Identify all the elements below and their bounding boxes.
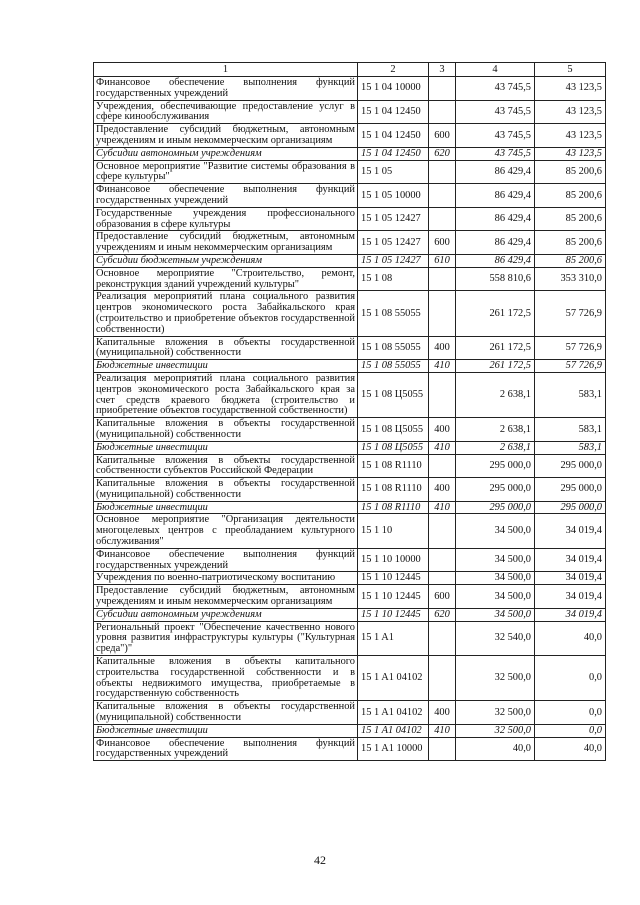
- column-header-4: 4: [456, 63, 535, 77]
- row-expense-type-cell: [429, 514, 456, 548]
- row-expense-type-cell: [429, 207, 456, 231]
- row-actual-value-cell: 34 019,4: [535, 548, 606, 572]
- table-row: [94, 585, 606, 609]
- row-name-cell: Капитальные вложения в объекты государственной (муниципальной) собственности: [94, 336, 358, 360]
- row-actual-value-cell: 295 000,0: [535, 478, 606, 502]
- table-row: [94, 147, 606, 160]
- row-expense-type-cell: 400: [429, 701, 456, 725]
- row-plan-value-cell: 295 000,0: [456, 478, 535, 502]
- row-name-cell: Субсидии бюджетным учреждениям: [94, 254, 358, 267]
- table-row: [94, 478, 606, 502]
- row-name-cell: Финансовое обеспечение выполнения функций государственных учреждений: [94, 184, 358, 208]
- row-name-cell: Предоставление субсидий бюджетным, автономным учреждениям и иным некоммерческим организациям: [94, 124, 358, 148]
- row-code-cell: 15 1 A1 04102: [358, 724, 429, 737]
- row-name-cell: Капитальные вложения в объекты государственной (муниципальной) собственности: [94, 418, 358, 442]
- row-code-cell: 15 1 10 12445: [358, 608, 429, 621]
- table-row: [94, 608, 606, 621]
- row-plan-value-cell: 86 429,4: [456, 231, 535, 255]
- row-actual-value-cell: 43 123,5: [535, 100, 606, 124]
- row-plan-value-cell: 86 429,4: [456, 160, 535, 184]
- row-name-cell: Финансовое обеспечение выполнения функций государственных учреждений: [94, 77, 358, 101]
- table-body: [94, 77, 606, 761]
- page-number: 42: [314, 853, 326, 867]
- row-expense-type-cell: 620: [429, 608, 456, 621]
- row-name-cell: Предоставление субсидий бюджетным, автономным учреждениям и иным некоммерческим организациям: [94, 231, 358, 255]
- table-row: [94, 418, 606, 442]
- row-code-cell: 15 1 05 10000: [358, 184, 429, 208]
- row-actual-value-cell: 43 123,5: [535, 124, 606, 148]
- row-expense-type-cell: [429, 656, 456, 701]
- row-plan-value-cell: 34 500,0: [456, 572, 535, 585]
- row-plan-value-cell: 43 745,5: [456, 100, 535, 124]
- row-expense-type-cell: 620: [429, 147, 456, 160]
- row-plan-value-cell: 2 638,1: [456, 372, 535, 417]
- row-name-cell: Капитальные вложения в объекты государственной (муниципальной) собственности: [94, 701, 358, 725]
- row-code-cell: 15 1 08: [358, 267, 429, 291]
- row-name-cell: Учреждения по военно-патриотическому воспитанию: [94, 572, 358, 585]
- row-name-cell: Государственные учреждения профессионального образования в сфере культуры: [94, 207, 358, 231]
- row-name-cell: Основное мероприятие "Строительство, ремонт, реконструкция зданий учреждений культуры": [94, 267, 358, 291]
- row-name-cell: Капитальные вложения в объекты государственной собственности субъектов Российской Федерации: [94, 454, 358, 478]
- row-name-cell: Региональный проект "Обеспечение качественно нового уровня развития инфраструктуры культуры ("Культурная среда")": [94, 621, 358, 655]
- row-code-cell: 15 1 A1: [358, 621, 429, 655]
- row-plan-value-cell: 32 500,0: [456, 701, 535, 725]
- row-actual-value-cell: 295 000,0: [535, 501, 606, 514]
- row-code-cell: 15 1 08 55055: [358, 360, 429, 373]
- row-name-cell: Бюджетные инвестиции: [94, 360, 358, 373]
- row-code-cell: 15 1 04 12450: [358, 147, 429, 160]
- table-row: [94, 501, 606, 514]
- row-name-cell: Предоставление субсидий бюджетным, автономным учреждениям и иным некоммерческим организациям: [94, 585, 358, 609]
- row-plan-value-cell: 261 172,5: [456, 360, 535, 373]
- row-actual-value-cell: 583,1: [535, 441, 606, 454]
- row-plan-value-cell: 34 500,0: [456, 608, 535, 621]
- budget-table-sheet: [93, 62, 605, 761]
- row-actual-value-cell: 34 019,4: [535, 514, 606, 548]
- row-plan-value-cell: 34 500,0: [456, 514, 535, 548]
- row-name-cell: Бюджетные инвестиции: [94, 501, 358, 514]
- row-plan-value-cell: 32 500,0: [456, 656, 535, 701]
- table-row: [94, 514, 606, 548]
- row-plan-value-cell: 86 429,4: [456, 254, 535, 267]
- row-code-cell: 15 1 08 Ц5055: [358, 418, 429, 442]
- table-row: [94, 441, 606, 454]
- row-code-cell: 15 1 05 12427: [358, 231, 429, 255]
- table-row: [94, 737, 606, 761]
- column-header-1: 1: [94, 63, 358, 77]
- row-expense-type-cell: 610: [429, 254, 456, 267]
- row-expense-type-cell: [429, 291, 456, 336]
- row-expense-type-cell: 410: [429, 724, 456, 737]
- row-actual-value-cell: 43 123,5: [535, 77, 606, 101]
- row-actual-value-cell: 34 019,4: [535, 608, 606, 621]
- row-name-cell: Учреждения, обеспечивающие предоставление услуг в сфере кинообслуживания: [94, 100, 358, 124]
- row-name-cell: Реализация мероприятий плана социального развития центров экономического роста Забайкальского края за счет средств краевого бюджета (строительство и приобретение объектов государственной собственности): [94, 372, 358, 417]
- row-plan-value-cell: 2 638,1: [456, 418, 535, 442]
- row-expense-type-cell: [429, 100, 456, 124]
- row-code-cell: 15 1 08 Ц5055: [358, 372, 429, 417]
- row-code-cell: 15 1 08 R1110: [358, 454, 429, 478]
- column-header-2: 2: [358, 63, 429, 77]
- table-row: [94, 701, 606, 725]
- row-actual-value-cell: 85 200,6: [535, 207, 606, 231]
- row-actual-value-cell: 295 000,0: [535, 454, 606, 478]
- row-expense-type-cell: [429, 621, 456, 655]
- row-expense-type-cell: [429, 737, 456, 761]
- row-plan-value-cell: 86 429,4: [456, 207, 535, 231]
- row-name-cell: Финансовое обеспечение выполнения функций государственных учреждений: [94, 548, 358, 572]
- row-code-cell: 15 1 10: [358, 514, 429, 548]
- column-header-5: 5: [535, 63, 606, 77]
- row-plan-value-cell: 34 500,0: [456, 548, 535, 572]
- row-name-cell: Капитальные вложения в объекты капитального строительства государственной собственности и в объекты недвижимого имущества, приобретаемые в государственную собственность: [94, 656, 358, 701]
- budget-table: [93, 62, 606, 761]
- row-name-cell: Основное мероприятие "Развитие системы образования в сфере культуры": [94, 160, 358, 184]
- row-actual-value-cell: 57 726,9: [535, 336, 606, 360]
- row-plan-value-cell: 86 429,4: [456, 184, 535, 208]
- row-actual-value-cell: 0,0: [535, 656, 606, 701]
- row-actual-value-cell: 85 200,6: [535, 184, 606, 208]
- row-name-cell: Бюджетные инвестиции: [94, 441, 358, 454]
- row-name-cell: Основное мероприятие "Организация деятельности многоцелевых центров с преобладанием культурного обслуживания": [94, 514, 358, 548]
- row-code-cell: 15 1 A1 04102: [358, 656, 429, 701]
- row-expense-type-cell: 600: [429, 124, 456, 148]
- row-expense-type-cell: [429, 372, 456, 417]
- table-row: [94, 124, 606, 148]
- row-code-cell: 15 1 08 55055: [358, 336, 429, 360]
- row-expense-type-cell: [429, 267, 456, 291]
- row-expense-type-cell: 600: [429, 231, 456, 255]
- row-expense-type-cell: 410: [429, 441, 456, 454]
- row-actual-value-cell: 0,0: [535, 701, 606, 725]
- table-row: [94, 360, 606, 373]
- row-plan-value-cell: 261 172,5: [456, 336, 535, 360]
- row-plan-value-cell: 43 745,5: [456, 124, 535, 148]
- row-plan-value-cell: 261 172,5: [456, 291, 535, 336]
- column-header-3: 3: [429, 63, 456, 77]
- row-actual-value-cell: 34 019,4: [535, 572, 606, 585]
- row-code-cell: 15 1 10 12445: [358, 585, 429, 609]
- row-plan-value-cell: 40,0: [456, 737, 535, 761]
- row-code-cell: 15 1 08 Ц5055: [358, 441, 429, 454]
- row-expense-type-cell: [429, 77, 456, 101]
- row-name-cell: Капитальные вложения в объекты государственной (муниципальной) собственности: [94, 478, 358, 502]
- row-name-cell: Субсидии автономным учреждениям: [94, 608, 358, 621]
- row-code-cell: 15 1 05 12427: [358, 254, 429, 267]
- row-expense-type-cell: 400: [429, 336, 456, 360]
- table-row: [94, 207, 606, 231]
- table-row: [94, 267, 606, 291]
- row-actual-value-cell: 583,1: [535, 372, 606, 417]
- row-code-cell: 15 1 08 55055: [358, 291, 429, 336]
- row-code-cell: 15 1 04 12450: [358, 100, 429, 124]
- row-plan-value-cell: 558 810,6: [456, 267, 535, 291]
- table-row: [94, 548, 606, 572]
- table-row: [94, 454, 606, 478]
- row-actual-value-cell: 583,1: [535, 418, 606, 442]
- row-code-cell: 15 1 08 R1110: [358, 478, 429, 502]
- row-plan-value-cell: 32 500,0: [456, 724, 535, 737]
- row-name-cell: Субсидии автономным учреждениям: [94, 147, 358, 160]
- row-code-cell: 15 1 A1 10000: [358, 737, 429, 761]
- row-code-cell: 15 1 08 R1110: [358, 501, 429, 514]
- row-expense-type-cell: 410: [429, 360, 456, 373]
- row-actual-value-cell: 57 726,9: [535, 291, 606, 336]
- table-row: [94, 724, 606, 737]
- table-row: [94, 336, 606, 360]
- row-actual-value-cell: 57 726,9: [535, 360, 606, 373]
- row-actual-value-cell: 40,0: [535, 737, 606, 761]
- table-row: [94, 572, 606, 585]
- row-actual-value-cell: 85 200,6: [535, 231, 606, 255]
- row-expense-type-cell: 400: [429, 478, 456, 502]
- row-actual-value-cell: 34 019,4: [535, 585, 606, 609]
- row-expense-type-cell: [429, 454, 456, 478]
- table-row: [94, 254, 606, 267]
- table-row: [94, 160, 606, 184]
- row-expense-type-cell: [429, 160, 456, 184]
- row-code-cell: 15 1 05: [358, 160, 429, 184]
- table-row: [94, 291, 606, 336]
- row-actual-value-cell: 43 123,5: [535, 147, 606, 160]
- table-row: [94, 231, 606, 255]
- row-plan-value-cell: 295 000,0: [456, 454, 535, 478]
- row-expense-type-cell: [429, 548, 456, 572]
- row-name-cell: Реализация мероприятий плана социального развития центров экономического роста Забайкальского края (строительство и приобретение объектов государственной собственности): [94, 291, 358, 336]
- row-expense-type-cell: [429, 184, 456, 208]
- table-row: [94, 656, 606, 701]
- row-code-cell: 15 1 04 12450: [358, 124, 429, 148]
- row-actual-value-cell: 0,0: [535, 724, 606, 737]
- row-plan-value-cell: 2 638,1: [456, 441, 535, 454]
- row-plan-value-cell: 43 745,5: [456, 147, 535, 160]
- table-row: [94, 184, 606, 208]
- row-plan-value-cell: 295 000,0: [456, 501, 535, 514]
- column-number-row: [94, 63, 606, 77]
- row-code-cell: 15 1 05 12427: [358, 207, 429, 231]
- row-code-cell: 15 1 04 10000: [358, 77, 429, 101]
- row-code-cell: 15 1 A1 04102: [358, 701, 429, 725]
- row-plan-value-cell: 34 500,0: [456, 585, 535, 609]
- row-actual-value-cell: 85 200,6: [535, 254, 606, 267]
- row-actual-value-cell: 40,0: [535, 621, 606, 655]
- row-actual-value-cell: 85 200,6: [535, 160, 606, 184]
- row-expense-type-cell: 400: [429, 418, 456, 442]
- row-name-cell: Бюджетные инвестиции: [94, 724, 358, 737]
- row-expense-type-cell: 600: [429, 585, 456, 609]
- row-actual-value-cell: 353 310,0: [535, 267, 606, 291]
- table-row: [94, 372, 606, 417]
- row-code-cell: 15 1 10 10000: [358, 548, 429, 572]
- row-plan-value-cell: 43 745,5: [456, 77, 535, 101]
- row-plan-value-cell: 32 540,0: [456, 621, 535, 655]
- row-expense-type-cell: [429, 572, 456, 585]
- row-code-cell: 15 1 10 12445: [358, 572, 429, 585]
- row-name-cell: Финансовое обеспечение выполнения функций государственных учреждений: [94, 737, 358, 761]
- row-expense-type-cell: 410: [429, 501, 456, 514]
- table-row: [94, 100, 606, 124]
- table-row: [94, 77, 606, 101]
- table-row: [94, 621, 606, 655]
